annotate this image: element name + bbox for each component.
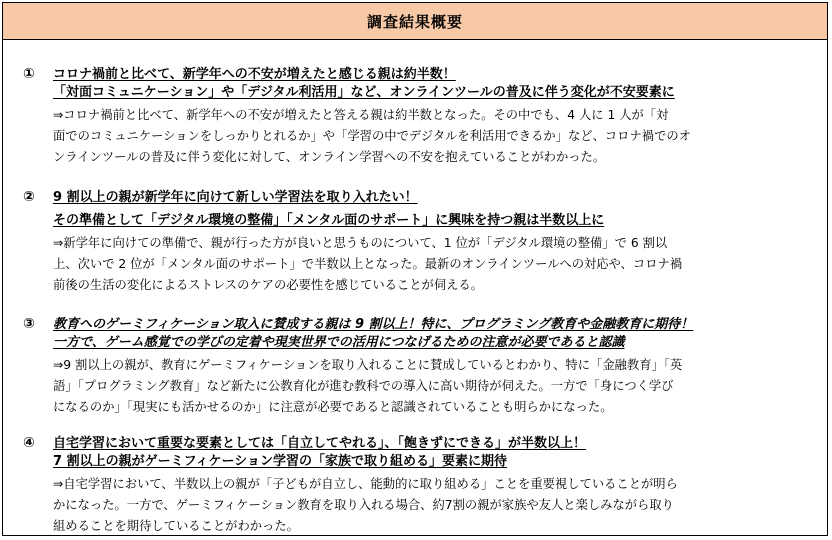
body-line: ⇒9 割以上の親が、教育にゲーミフィケーションを取り入れることに賛成しているとわかり、特に「金融教育」「英 xyxy=(53,358,683,372)
section-number: ① xyxy=(23,66,35,82)
section-1 xyxy=(23,66,817,168)
body-line: ⇒自宅学習において、半数以上の親が「子どもが自立し、能動的に取り組める」ことを重要視していることが明ら xyxy=(53,477,678,491)
section-number: ④ xyxy=(23,435,35,451)
section-heading: 一方で、ゲーム感覚での学びの定着や現実世界での活用につなげるための注意が必要であると認識 xyxy=(53,335,625,350)
section-body xyxy=(53,233,817,296)
body-line: ンラインツールの普及に伴う変化に対して、オンライン学習への不安を抱えていることがわかった。 xyxy=(53,150,606,164)
body-line: 語」「プログラミング教育」など新たに公教育化が進む教科での導入に高い期待が伺えた。一方で「身につく学び xyxy=(53,379,674,393)
section-heading: 自宅学習において重要な要素としては「自立してやれる」、「飽きずにできる」が半数以上！ xyxy=(53,436,587,451)
body-line: かになった。一方で、ゲーミフィケーション教育を取り入れる場合、約7割の親が家族や友人と楽しみながら取り xyxy=(53,498,674,512)
section-3 xyxy=(23,316,817,418)
section-4 xyxy=(23,435,817,537)
section-number: ② xyxy=(23,189,35,205)
section-heading: 9 割以上の親が新学年に向けて新しい学習法を取り入れたい！ xyxy=(53,190,418,205)
section-heading: コロナ禍前と比べて、新学年への不安が増えたと感じる親は約半数！ xyxy=(53,67,456,82)
body-line: 上、次いで 2 位が「メンタル面のサポート」で半数以上となった。最新のオンラインツールへの対応や、コロナ禍 xyxy=(53,257,683,271)
section-heading: その準備として「デジタル環境の整備」「メンタル面のサポート」に興味を持つ親は半数以上に xyxy=(53,213,605,228)
body-line: ⇒コロナ禍前と比べて、新学年への不安が増えたと答える親は約半数となった。その中でも、4 人に 1 人が「対 xyxy=(53,108,669,122)
body-line: 前後の生活の変化によるストレスのケアの必要性を感じていることが伺える。 xyxy=(53,278,484,292)
summary-title: 調査結果概要 xyxy=(3,3,827,40)
body-line: 組めることを期待していることがわかった。 xyxy=(53,519,299,533)
section-heading: 「対面コミュニケーション」や「デジタル利活用」など、オンラインツールの普及に伴う変化が不安要素に xyxy=(53,85,675,100)
summary-frame xyxy=(2,2,828,536)
section-heading: 教育へのゲーミフィケーション取入に賛成する親は 9 割以上！特に、プログラミング教育や金融教育に期待！ xyxy=(53,317,694,332)
body-line: 面でのコミュニケーションをしっかりとれるか」や「学習の中でデジタルを利活用できるか」など、コロナ禍でのオ xyxy=(53,129,691,143)
body-line: になるのか」「現実にも活かせるのか」に注意が必要であると認識されていることも明らかになった。 xyxy=(53,400,613,414)
section-body xyxy=(53,105,817,168)
section-number: ③ xyxy=(23,316,35,332)
section-body xyxy=(53,474,817,537)
section-heading: 7 割以上の親がゲーミフィケーション学習の「家族で取り組める」要素に期待 xyxy=(53,454,508,469)
section-2 xyxy=(23,189,817,296)
body-line: ⇒新学年に向けての準備で、親が行った方が良いと思うものについて、1 位が「デジタル環境の整備」で 6 割以 xyxy=(53,236,668,250)
section-body xyxy=(53,355,817,418)
